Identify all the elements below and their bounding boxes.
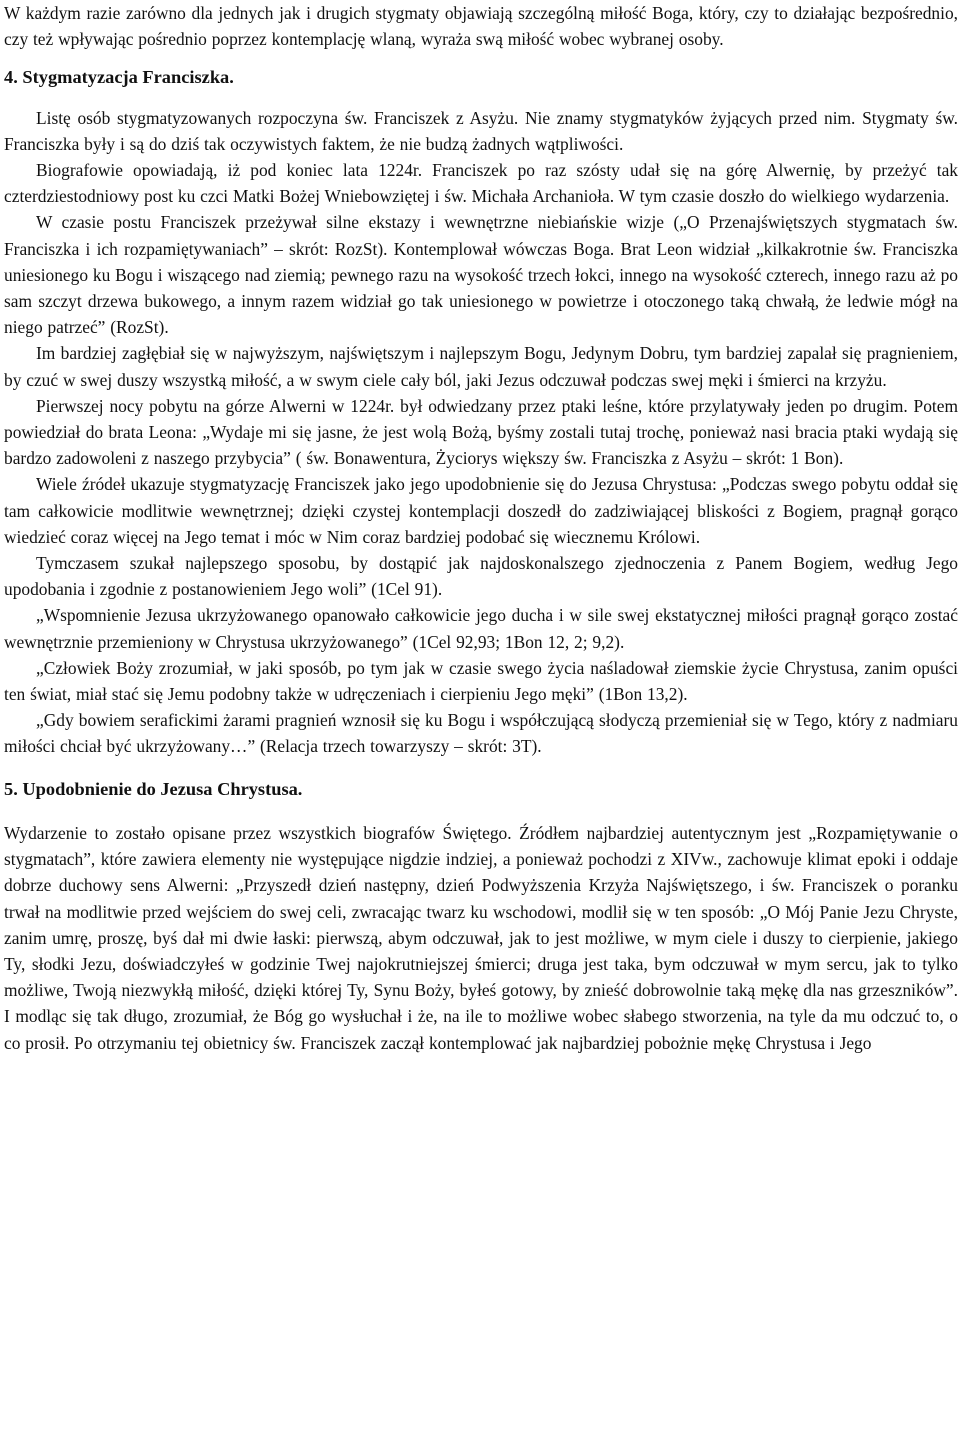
paragraph: „Człowiek Boży zrozumiał, w jaki sposób, po tym jak w czasie swego życia naśladował ziemskie życie Chrystusa, zanim opuści ten świat, miał stać się Jemu podobny także w udręczeniach i cierpieniu Jego męki” (1Bon 13,2). bbox=[4, 657, 958, 705]
paragraph: Wydarzenie to zostało opisane przez wszystkich biografów Świętego. Źródłem najbardziej autentycznym jest „Rozpamiętywanie o stygmatach”, które zawiera elementy nie występujące nigdzie indziej, a ponieważ pochodzi z XIVw., zachowuje klimat epoki i oddaje dobrze duchowy sens Alwerni: „Przyszedł dzień następny, dzień Podwyższenia Krzyża Najświętszego, i św. Franciszek o poranku trwał na modlitwie przed wejściem do swej celi, zwracając twarz ku wschodowi, modlił się w ten sposób: „O Mój Panie Jezu Chryste, zanim umrę, proszę, byś dał mi dwie łaski: pierwszą, abym odczuwał, jak to jest możliwe, w mym ciele i duszy to cierpienie, jakiego Ty, słodki Jezu, doświadczyłeś w godzinie Twej najokrutniejszej śmierci; druga jest taka, bym odczuwał w mym sercu, jak to tylko możliwe, Twoją niezwykłą miłość, dzięki której Ty, Synu Boży, byłeś gotowy, by znieść dobrowolnie taką mękę dla nas grzeszników”. I modląc się tak długo, zrozumiał, że Bóg go wysłuchał i że, na ile to możliwe wobec słabego stworzenia, na tyle da mu odczuć to, o co prosił. Po otrzymaniu tej obietnicy św. Franciszek zaczął kontemplować jak najbardziej pobożnie mękę Chrystusa i Jego bbox=[4, 822, 958, 1053]
paragraph: W czasie postu Franciszek przeżywał silne ekstazy i wewnętrzne niebiańskie wizje („O Przenajświętszych stygmatach św. Franciszka i ich rozpamiętywaniach” – skrót: RozSt). Kontemplował wówczas Boga. Brat Leon widział „kilkakrotnie św. Franciszka uniesionego ku Bogu i wiszącego nad ziemią; pewnego razu na wysokość trzech łokci, innego na wysokość czterech, innego razu aż po sam szczyt drzewa bukowego, a innym razem widział go tak uniesionego w powietrze i otoczonego taką chwałą, że ledwie mógł na niego patrzeć” (RozSt). bbox=[4, 212, 958, 338]
intro-paragraph: W każdym razie zarówno dla jednych jak i drugich stygmaty objawiają szczególną miłość Boga, który, czy to działając bezpośrednio, czy też wpływając pośrednio poprzez kontemplację wlaną, wyraża swą miłość wobec wybranej osoby. bbox=[4, 3, 958, 50]
paragraph: „Gdy bowiem serafickimi żarami pragnień wznosił się ku Bogu i współczującą słodyczą przemieniał się w Tego, który z nadmiaru miłości chciał być ukrzyżowany…” (Relacja trzech towarzyszy – skrót: 3T). bbox=[4, 710, 958, 757]
section-5-heading: 5. Upodobnienie do Jezusa Chrystusa. bbox=[4, 778, 303, 799]
paragraph: Listę osób stygmatyzowanych rozpoczyna św. Franciszek z Asyżu. Nie znamy stygmatyków żyjących przed nim. Stygmaty św. Franciszka były i są do dziś tak oczywistych faktem, że nie budzą żadnych wątpliwości. bbox=[4, 107, 958, 154]
paragraph: Pierwszej nocy pobytu na górze Alwerni w 1224r. był odwiedzany przez ptaki leśne, które przylatywały jeden po drugim. Potem powiedział do brata Leona: „Wydaje mi się jasne, że jest wolą Bożą, byśmy zostali tutaj trochę, ponieważ nasi bracia ptaki wydają się bardzo zadowoleni z naszego przybycia” ( św. Bonawentura, Życiorys większy św. Franciszka z Asyżu – skrót: 1 Bon). bbox=[4, 395, 958, 469]
paragraph: Tymczasem szukał najlepszego sposobu, by dostąpić jak najdoskonalszego zjednoczenia z Panem Bogiem, według Jego upodobania i zgodnie z postanowieniem Jego woli” (1Cel 91). bbox=[4, 553, 958, 600]
document-page bbox=[4, 0, 958, 1056]
paragraph: Im bardziej zagłębiał się w najwyższym, najświętszym i najlepszym Bogu, Jedynym Dobru, tym bardziej zapalał się pragnieniem, by czuć w swej duszy wszystką miłość, a w swym ciele cały ból, jaki Jezus odczuwał podczas swej męki i śmierci na krzyżu. bbox=[4, 343, 958, 390]
section-4-heading: 4. Stygmatyzacja Franciszka. bbox=[4, 67, 234, 88]
paragraph: Biografowie opowiadają, iż pod koniec lata 1224r. Franciszek po raz szósty udał się na górę Alwernię, by przeżyć tak czterdziestodniowy post ku czci Matki Bożej Wniebowziętej i św. Michała Archanioła. W tym czasie doszło do wielkiego wydarzenia. bbox=[4, 160, 958, 207]
paragraph: „Wspomnienie Jezusa ukrzyżowanego opanowało całkowicie jego ducha i w sile swej ekstatycznej miłości pragnął gorąco zostać wewnętrznie przemieniony w Chrystusa ukrzyżowanego” (1Cel 92,93; 1Bon 12, 2; 9,2). bbox=[4, 605, 958, 652]
paragraph: Wiele źródeł ukazuje stygmatyzację Franciszek jako jego upodobnienie się do Jezusa Chrystusa: „Podczas swego pobytu oddał się tam całkowicie modlitwie wewnętrznej; dzięki czystej kontemplacji doszedł do zadziwiającej bliskości z Bogiem, pragnął gorąco wiedzieć coraz więcej na Jego temat i móc w Nim coraz bardziej podobać się wiecznemu Królowi. bbox=[4, 474, 958, 547]
